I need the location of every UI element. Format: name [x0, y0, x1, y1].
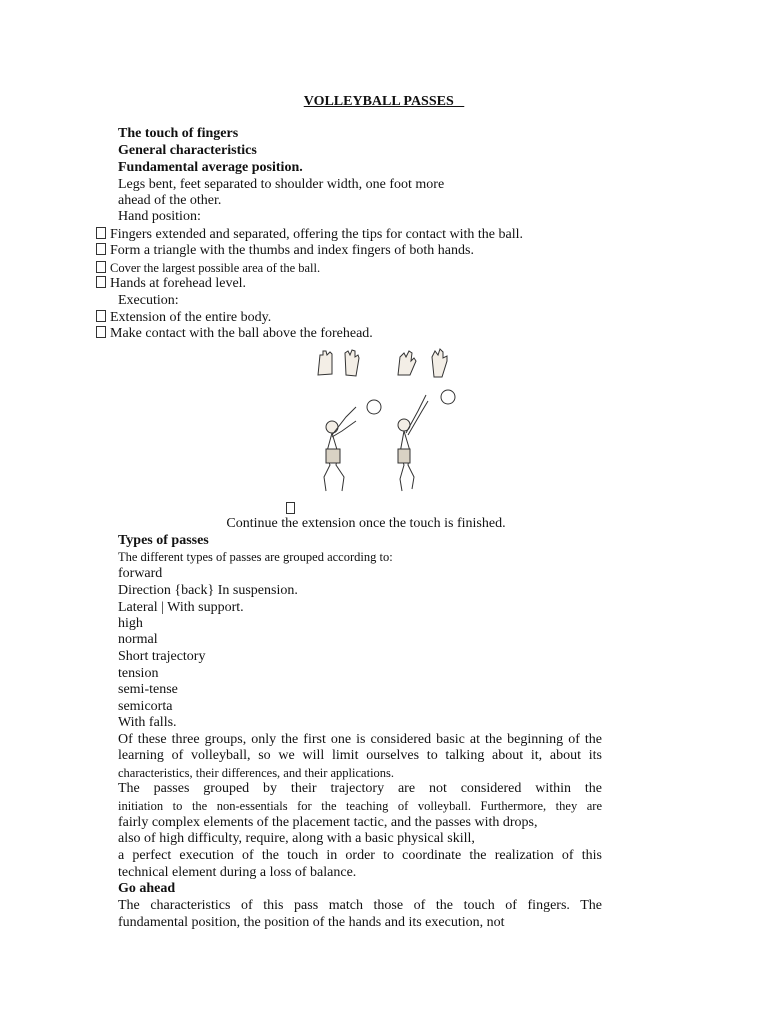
- list-item: normal: [118, 632, 158, 647]
- list-item: [96, 260, 320, 276]
- paragraph-line: also of high difficulty, require, along with a basic physical skill,: [118, 831, 475, 846]
- paragraph-line: learning of volleyball, so we will limit ourselves to talking about it, about its: [118, 748, 602, 763]
- bullet-icon: [96, 310, 106, 322]
- list-item: [96, 326, 373, 342]
- list-item: Direction {back} In suspension.: [118, 583, 298, 598]
- paragraph-line: Of these three groups, only the first one is considered basic at the beginning of the: [118, 732, 602, 747]
- list-item: With falls.: [118, 715, 177, 730]
- heading-go-ahead: Go ahead: [118, 881, 176, 896]
- paragraph-line: a perfect execution of the touch in order to coordinate the realization of this: [118, 848, 602, 863]
- paragraph-line: technical element during a loss of balance.: [118, 865, 357, 880]
- paragraph-line: initiation to the non-essentials for the teaching of volleyball. Furthermore, they are: [118, 799, 602, 813]
- list-item: [96, 227, 523, 243]
- hand-position-label: Hand position:: [118, 209, 201, 224]
- paragraph-line: fairly complex elements of the placement tactic, and the passes with drops,: [118, 815, 538, 830]
- heading-touch-of-fingers: The touch of fingers: [118, 126, 239, 141]
- list-item-text: Form a triangle with the thumbs and index fingers of both hands.: [110, 243, 474, 258]
- list-item-text: Make contact with the ball above the forehead.: [110, 326, 373, 341]
- paragraph-line: ahead of the other.: [118, 193, 222, 208]
- execution-label: Execution:: [118, 293, 179, 308]
- list-item: Lateral | With support.: [118, 600, 244, 615]
- list-item: semicorta: [118, 699, 173, 714]
- heading-general-characteristics: General characteristics: [118, 143, 257, 158]
- paragraph-line: Legs bent, feet separated to shoulder width, one foot more: [118, 177, 445, 192]
- bullet-icon: [96, 227, 106, 239]
- paragraph-line: fundamental position, the position of the hands and its execution, not: [118, 915, 505, 930]
- list-item: high: [118, 616, 143, 631]
- page-title: VOLLEYBALL PASSES: [303, 94, 465, 109]
- bullet-icon: [96, 261, 106, 273]
- paragraph-line: The characteristics of this pass match those of the touch of fingers. The: [118, 898, 602, 913]
- volleyball-pass-illustration-icon: [312, 345, 472, 500]
- list-item: [96, 276, 246, 292]
- list-item: [96, 310, 271, 326]
- continue-note: Continue the extension once the touch is finished.: [226, 516, 506, 531]
- bullet-icon: [96, 326, 106, 338]
- list-item: [96, 243, 474, 259]
- list-item-text: Fingers extended and separated, offering the tips for contact with the ball.: [110, 227, 523, 242]
- paragraph-line: The passes grouped by their trajectory are not considered within the: [118, 781, 602, 796]
- list-item-text: Hands at forehead level.: [110, 276, 247, 291]
- heading-fundamental-position: Fundamental average position.: [118, 160, 303, 175]
- list-item: forward: [118, 566, 163, 581]
- list-item: Short trajectory: [118, 649, 206, 664]
- heading-types-of-passes: Types of passes: [118, 533, 209, 548]
- list-item: semi-tense: [118, 682, 178, 697]
- types-intro: The different types of passes are grouped according to:: [118, 550, 393, 564]
- paragraph-line: characteristics, their differences, and their applications.: [118, 766, 395, 780]
- placeholder-glyph-icon: [286, 502, 295, 514]
- bullet-icon: [96, 276, 106, 288]
- list-item-text: Cover the largest possible area of the ball.: [110, 261, 321, 275]
- list-item: tension: [118, 666, 159, 681]
- list-item-text: Extension of the entire body.: [110, 310, 272, 325]
- bullet-icon: [96, 243, 106, 255]
